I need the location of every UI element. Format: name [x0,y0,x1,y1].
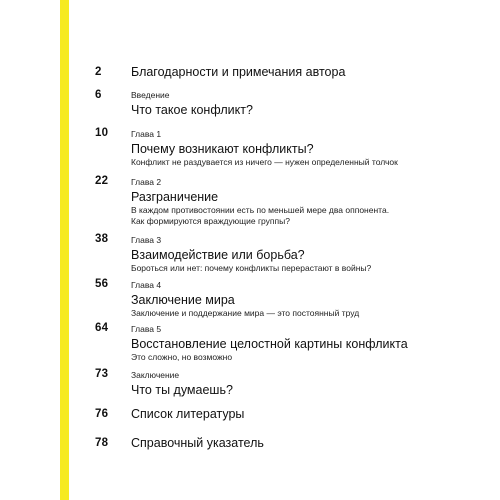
yellow-spine-bar [60,0,69,500]
entry-title: Почему возникают конфликты? [131,142,314,156]
chapter-label: Глава 5 [131,324,162,334]
entry-title: Заключение мира [131,293,235,307]
chapter-label: Глава 4 [131,280,162,290]
entry-subtitle: Заключение и поддержание мира — это постоянный труд [131,308,360,318]
page-number: 38 [95,233,109,245]
page-number: 64 [95,322,109,334]
page-number: 2 [95,66,102,78]
page-number: 22 [95,175,109,187]
entry-title: Благодарности и примечания автора [131,65,346,79]
chapter-label: Глава 1 [131,129,162,139]
entry-title: Список литературы [131,407,245,421]
entry-title: Что ты думаешь? [131,383,233,397]
entry-title: Разграничение [131,190,219,204]
entry-title: Взаимодействие или борьба? [131,248,305,262]
page-number: 73 [95,368,109,380]
entry-title: Справочный указатель [131,436,264,450]
entry-subtitle: Это сложно, но возможно [131,352,233,362]
entry-subtitle: Как формируются враждующие группы? [131,216,290,226]
entry-title: Что такое конфликт? [131,103,253,117]
chapter-label: Заключение [131,370,180,380]
chapter-label: Введение [131,90,170,100]
page-number: 56 [95,278,109,290]
entry-subtitle: Бороться или нет: почему конфликты перерастают в войны? [131,263,372,273]
page-number: 10 [95,127,109,139]
chapter-label: Глава 2 [131,177,162,187]
page-number: 6 [95,89,102,101]
entry-subtitle: Конфликт не раздувается из ничего — нужен определенный толчок [131,157,398,167]
page-number: 78 [95,437,109,449]
entry-subtitle: В каждом противостоянии есть по меньшей мере два оппонента. [131,205,390,215]
chapter-label: Глава 3 [131,235,162,245]
page-number: 76 [95,408,109,420]
entry-title: Восстановление целостной картины конфликта [131,337,408,351]
